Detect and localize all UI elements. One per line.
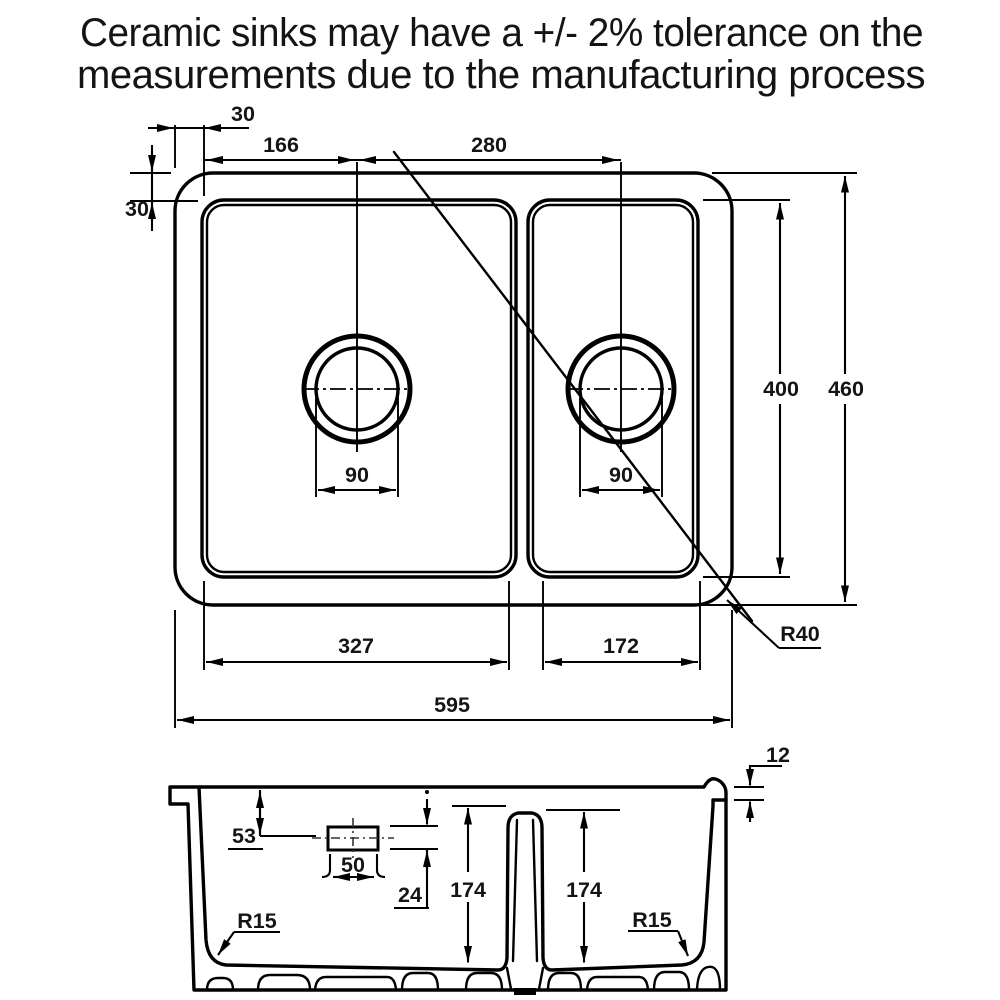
dim-rim-top: 30	[231, 102, 255, 126]
r15-right-leader	[678, 931, 688, 956]
dim-overflow-drop: 53	[232, 824, 256, 848]
dim-rim-left: 30	[125, 197, 149, 221]
dim-bowl-depth: 400	[763, 377, 799, 401]
dim-fillet-left: R15	[237, 909, 277, 933]
divider-base-lines	[507, 968, 543, 989]
dim-drain-left-offset: 166	[263, 133, 299, 157]
foot	[587, 977, 648, 990]
foot	[402, 973, 438, 990]
tolerance-note-line2: measurements due to the manufacturing process	[77, 53, 926, 97]
dim-bowl-right-depth: 174	[566, 878, 602, 902]
foot	[207, 978, 233, 990]
tolerance-note	[77, 11, 925, 97]
dim-rim-thickness: 12	[766, 743, 790, 767]
dim-drain-right-diameter: 90	[609, 463, 633, 487]
hook-50-right	[377, 854, 385, 877]
plan-view	[125, 102, 864, 728]
dim-overall-depth: 460	[828, 377, 864, 401]
hook-50-left	[322, 854, 330, 877]
foot	[697, 967, 720, 990]
dim-drain-left-diameter: 90	[345, 463, 369, 487]
divider-inner-lines	[513, 820, 537, 961]
tolerance-note-line1: Ceramic sinks may have a +/- 2% tolerance on the	[80, 11, 923, 55]
dim-bowl-left-width: 327	[338, 634, 374, 658]
dim-overflow-height: 24	[398, 883, 422, 907]
foot	[258, 975, 310, 990]
divider-base-pad	[514, 988, 536, 995]
dim-overall-width: 595	[434, 693, 470, 717]
dim-fillet-right: R15	[632, 908, 672, 932]
r40-leader-line	[727, 600, 779, 648]
dim-bowl-right-width: 172	[603, 634, 639, 658]
dim-bowl-left-depth: 174	[450, 878, 486, 902]
foot	[315, 977, 396, 990]
centerline-dot-24	[425, 790, 429, 794]
dim-drain-spacing: 280	[471, 133, 507, 157]
foot	[654, 972, 689, 990]
arrow-12-upper	[750, 766, 782, 786]
dim-overflow-width: 50	[341, 853, 365, 877]
foot	[548, 973, 581, 990]
dim-corner-radius: R40	[780, 622, 820, 646]
section-view	[170, 743, 790, 995]
section-outer-shell	[170, 779, 726, 990]
r15-left-leader	[218, 932, 234, 955]
foot	[466, 973, 502, 990]
